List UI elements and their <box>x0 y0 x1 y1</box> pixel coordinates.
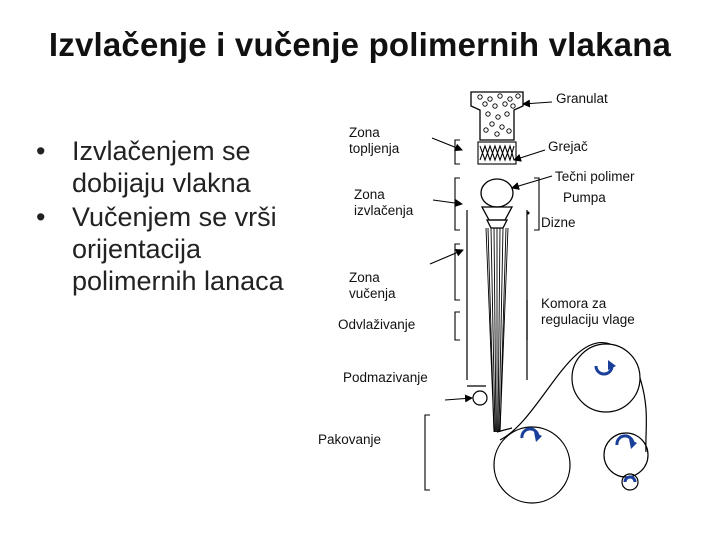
slide-title: Izvlačenje i vučenje polimernih vlakana <box>48 26 672 63</box>
label-grejac: Grejač <box>548 139 588 154</box>
label-odvlazivanje: Odvlaživanje <box>338 317 416 332</box>
heater <box>478 142 516 164</box>
label-dizne: Dizne <box>541 215 576 230</box>
rotation-arrows <box>522 366 635 482</box>
label-zona-izvlacenja: Zona izvlačenja <box>354 187 414 218</box>
filament-bundle <box>486 228 508 432</box>
label-podmazivanje: Podmazivanje <box>343 370 428 385</box>
pump <box>481 179 513 228</box>
label-komora: Komora za regulaciju vlage <box>541 296 635 327</box>
label-zona-vucenja: Zona vučenja <box>349 270 396 301</box>
label-granulat: Granulat <box>556 91 608 106</box>
bullet-text: Izvlačenjem se dobijaju vlakna <box>72 136 251 198</box>
bullet-text: Vučenjem se vrši orijentacija polimernih lanaca <box>72 202 284 296</box>
hopper <box>471 92 523 140</box>
bullet-dot: • <box>36 136 46 166</box>
label-pakovanje: Pakovanje <box>318 432 382 447</box>
label-zona-topljenja: Zona topljenja <box>349 125 400 156</box>
marker-dot <box>527 212 530 215</box>
label-tecni-polimer: Tečni polimer <box>555 169 635 184</box>
label-pumpa: Pumpa <box>563 190 606 205</box>
bullet-dot: • <box>36 202 46 232</box>
